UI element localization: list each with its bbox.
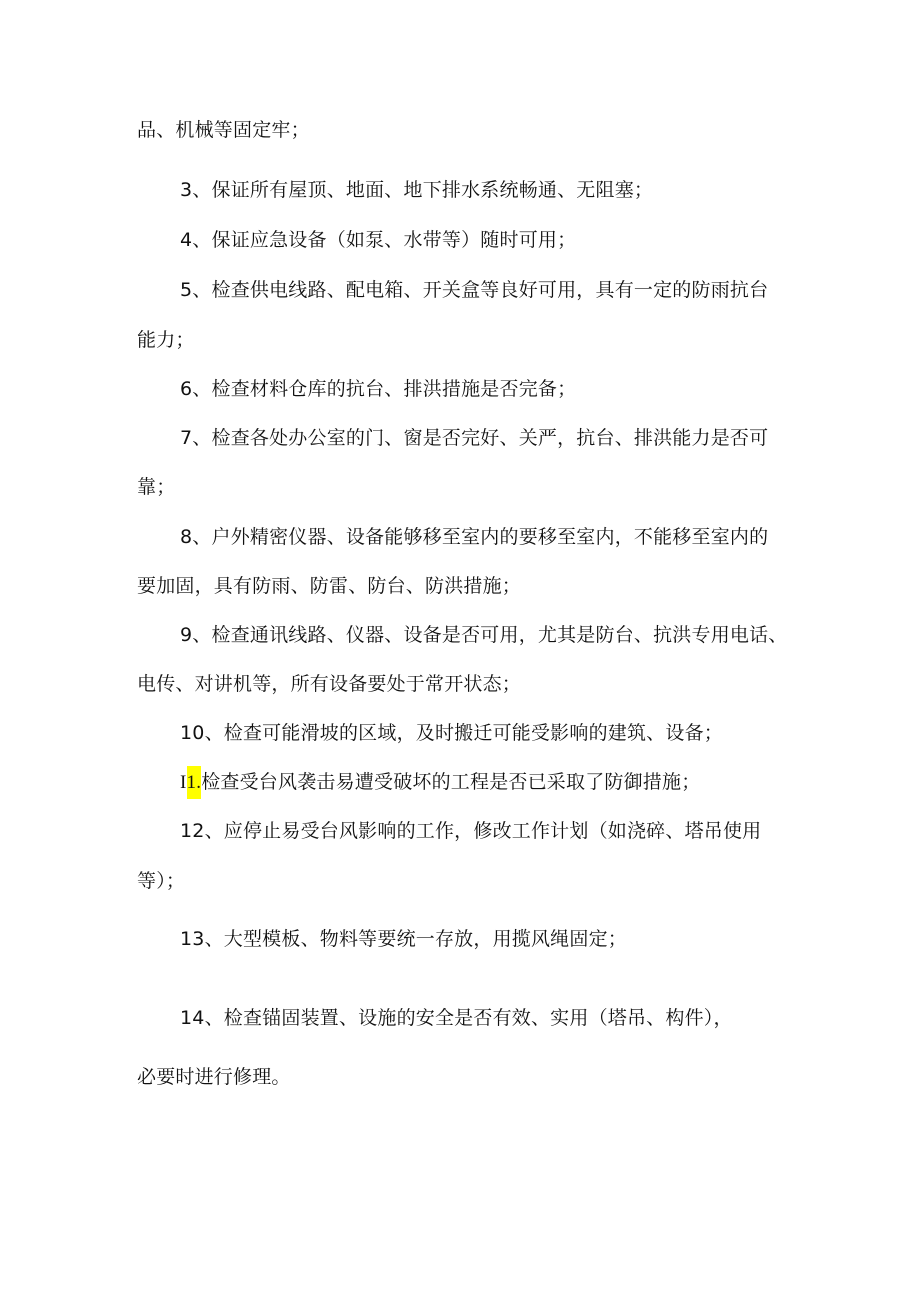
list-item-12-cont: 等）； xyxy=(137,870,186,892)
list-item-5: 5、检查供电线路、配电箱、开关盒等良好可用，具有一定的防雨抗台 xyxy=(180,279,769,301)
list-item-12: 12、应停止易受台风影响的工作，修改工作计划（如浇碎、塔吊使用 xyxy=(180,820,762,842)
list-item-14-cont: 必要时进行修理。 xyxy=(137,1066,291,1088)
list-item-8-cont: 要加固，具有防雨、防雷、防台、防洪措施； xyxy=(137,575,522,597)
item11-text: 检查受台风袭击易遭受破坏的工程是否已采取了防御措施； xyxy=(201,771,701,793)
list-item-3: 3、保证所有屋顶、地面、地下排水系统畅通、无阻塞； xyxy=(180,179,654,201)
item11-prefix: I xyxy=(180,772,187,793)
list-item-4: 4、保证应急设备（如泵、水带等）随时可用； xyxy=(180,229,577,251)
list-item-6: 6、检查材料仓库的抗台、排洪措施是否完备； xyxy=(180,378,577,400)
list-item-11 xyxy=(180,769,700,796)
list-item-9-cont: 电传、对讲机等，所有设备要处于常开状态； xyxy=(137,673,522,695)
list-item-13: 13、大型模板、物料等要统一存放，用揽风绳固定； xyxy=(180,928,627,950)
list-item-5-cont: 能力； xyxy=(137,329,195,351)
list-item-8: 8、户外精密仪器、设备能够移至室内的要移至室内，不能移至室内的 xyxy=(180,526,769,548)
list-item-7: 7、检查各处办公室的门、窗是否完好、关严，抗台、排洪能力是否可 xyxy=(180,427,769,449)
highlighted-number: 1. xyxy=(187,766,202,799)
list-item-10: 10、检查可能滑坡的区域，及时搬迁可能受影响的建筑、设备； xyxy=(180,722,723,744)
text-line: 品、机械等固定牢； xyxy=(137,119,310,141)
list-item-7-cont: 靠； xyxy=(137,476,176,498)
list-item-14: 14、检查锚固装置、设施的安全是否有效、实用（塔吊、构件）， xyxy=(180,1007,733,1029)
list-item-9: 9、检查通讯线路、仪器、设备是否可用，尤其是防台、抗洪专用电话、 xyxy=(180,624,788,646)
